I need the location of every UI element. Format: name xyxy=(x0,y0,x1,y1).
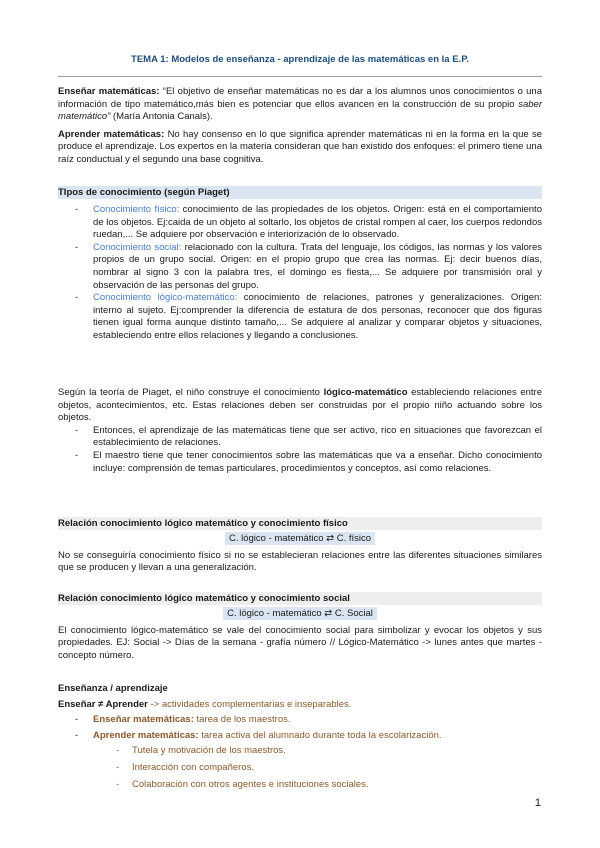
page-number: 1 xyxy=(534,797,541,809)
rel2-heading: Relación conocimiento lógico matemático y conocimiento social xyxy=(58,592,542,605)
list-item: - El maestro tiene que tener conocimientos sobre las matemáticas que va a enseñar. Dicho conocimiento incluye: comprensión de temas particulares, procedimientos y conceptos, así como relaciones. xyxy=(75,449,542,474)
list-item: - Colaboración con otros agentes e instituciones sociales. xyxy=(116,778,369,790)
ens-list xyxy=(58,714,542,742)
list-item: - Interacción con compañeros. xyxy=(116,761,254,773)
ens-item-text: tarea de los maestros. xyxy=(193,714,291,726)
page-title: TEMA 1: Modelos de enseñanza - aprendizaje de las matemáticas en la E.P. xyxy=(131,54,469,65)
piaget-list xyxy=(58,425,542,475)
ens-sub-text: Tutela y motivación de los maestros. xyxy=(132,745,286,757)
title-divider xyxy=(58,76,542,77)
ens-item-text: tarea activa del alumnado durante toda la escolarización. xyxy=(198,729,442,741)
piaget-item-text: Entonces, el aprendizaje de las matemáticas tiene que ser activo, rico en situaciones que favorezcan el establecimiento de relaciones. xyxy=(93,424,542,449)
relation-physical-section xyxy=(58,517,542,575)
piaget-paragraph xyxy=(58,387,542,425)
rel2-formula: C. lógico - matemático ⇄ C. Social xyxy=(223,607,377,620)
p1-end: (María Antonia Canals). xyxy=(110,111,213,123)
p2-text: No hay consenso en lo que significa aprender matemáticas ni en la forma en la que se produce el aprendizaje. Los expertos en la materia consideran que han existido dos enfoques: el primero tiene una raíz conductual y el segundo una base cognitiva. xyxy=(58,128,542,165)
tipo-fisico-label: Conocimiento físico: xyxy=(93,204,180,215)
rel1-formula: C. lógico - matemático ⇄ C. físico xyxy=(225,532,375,545)
p1-text: “El objetivo de enseñar matemáticas no es dar a los alumnos unos conocimientos o una información de tipo matemático,más bien es potenciar que ellos avancen en la construcción de su propio xyxy=(58,86,542,110)
ens-label: Enseñar ≠ Aprender xyxy=(58,698,148,710)
piaget-pre: Según la teoría de Piaget, el niño construye el conocimiento xyxy=(58,387,324,398)
rel2-text: El conocimiento lógico-matemático se vale del conocimiento social para simbolizar y evocar los objetos y sus propiedades. EJ: Social -> Días de la semana - grafía número // Lógico-Matemático -> lunes antes que martes - concepto número. xyxy=(58,624,542,661)
relation-social-section xyxy=(58,592,542,662)
tipo-logico-text: conocimiento de relaciones, patrones y generalizaciones. Origen: interno al sujeto. Ej:comprender la diferencia de estatura de dos personas, reconocer que dos figuras tienen igual forma aunque distinto tamaño,... Se adquiere al analizar y comparar objetos y situaciones, estableciendo entre ellos relaciones y llegando a conclusiones. xyxy=(93,292,542,341)
rel1-heading: Relación conocimiento lógico matemático y conocimiento físico xyxy=(58,517,542,530)
p2-label: Aprender matemáticas: xyxy=(58,128,165,140)
tipos-section xyxy=(58,186,542,343)
ens-text: -> actividades complementarias e inseparables. xyxy=(147,698,352,710)
p1-italic: saber matemático” xyxy=(58,98,542,123)
rel1-text: No se conseguiría conocimiento físico si no se establecieran relaciones entre las diferentes situaciones similares que se producen y llevan a una generalización. xyxy=(58,549,542,574)
ens-sub-text: Colaboración con otros agentes e instituciones sociales. xyxy=(132,778,369,790)
list-item: - Aprender matemáticas: tarea activa del alumnado durante toda la escolarización. xyxy=(75,729,442,741)
ens-item-label: Enseñar matemáticas: xyxy=(93,714,194,726)
piaget-bold: lógico-matemático xyxy=(323,387,408,398)
piaget-section xyxy=(58,387,542,475)
tipos-list xyxy=(58,204,542,343)
tipos-heading: TIpos de conocimiento (según Piaget) xyxy=(58,186,542,199)
ens-sublist xyxy=(58,745,542,791)
tipo-social-text: relacionado con la cultura. Trata del lenguaje, los códigos, las normas y los valores propios de un grupo social. Origen: en el propio grupo que crea las normas. Ej: decir buenos días, nombrar al signo 3 con la palabra tres, el domingo es fiesta,... Se adquiere por transmisión oral y observación de las personas del grupo. xyxy=(93,241,542,291)
list-item: - Conocimiento físico: conocimiento de las propiedades de los objetos. Origen: está en el comportamiento de los objetos. Ej:caida de un objeto al soltarlo, los objetos de cristal rompen al caer, los cuerpos redondos ruedan,... Se adquiere por observación e interiorización de lo observado. xyxy=(75,204,542,241)
ens-line xyxy=(58,699,542,712)
p1-label: Enseñar matemáticas: xyxy=(58,86,160,97)
intro-paragraph-2 xyxy=(58,129,542,167)
rel1-formula-box xyxy=(58,533,542,546)
list-item: - Conocimiento social: relacionado con la cultura. Trata del lenguaje, los códigos, las normas y los valores propios de un grupo social. Origen: en el propio grupo que crea las normas. Ej: decir buenos días, nombrar al signo 3 con la palabra tres, el domingo es fiesta,... Se adquiere por transmisión oral y observación de las personas del grupo. xyxy=(75,241,542,291)
list-item: - Entonces, el aprendizaje de las matemáticas tiene que ser activo, rico en situaciones que favorezcan el establecimiento de relaciones. xyxy=(75,424,542,449)
tipo-logico-label: Conocimiento lógico-matemático: xyxy=(93,292,238,304)
ensenanza-section xyxy=(58,683,542,791)
rel2-formula-box xyxy=(58,608,542,621)
intro-paragraph-1 xyxy=(58,86,542,124)
piaget-item-text: El maestro tiene que tener conocimientos sobre las matemáticas que va a enseñar. Dicho conocimiento incluye: comprensión de temas particulares, procedimientos y conceptos, así como relaciones. xyxy=(93,449,542,474)
ens-heading: Enseñanza / aprendizaje xyxy=(58,683,168,694)
list-item: - Tutela y motivación de los maestros. xyxy=(116,745,286,757)
ens-sub-text: Interacción con compañeros. xyxy=(132,761,254,773)
tipo-social-label: Conocimiento social: xyxy=(93,241,182,253)
piaget-post: estableciendo relaciones entre objetos, acontecimientos, etc. Estas relaciones deben ser construidas por el propio niño actuando sobre los objetos. xyxy=(58,387,542,424)
list-item: - Conocimiento lógico-matemático: conocimiento de relaciones, patrones y generalizaciones. Origen: interno al sujeto. Ej:comprender la diferencia de estatura de dos personas, reconocer que dos figuras tienen igual forma aunque distinto tamaño,... Se adquiere al analizar y comparar objetos y situaciones, estableciendo entre ellos relaciones y llegando a conclusiones. xyxy=(75,292,542,341)
list-item: - Enseñar matemáticas: tarea de los maestros. xyxy=(75,714,291,726)
tipo-fisico-text: conocimiento de las propiedades de los objetos. Origen: está en el comportamiento de los objetos. Ej:caida de un objeto al soltarlo, los objetos de cristal rompen al caer, los cuerpos redondos ruedan,... Se adquiere por observación e interiorización de lo observado. xyxy=(93,204,542,241)
ens-item-label: Aprender matemáticas: xyxy=(93,729,199,741)
intro-section xyxy=(58,86,542,167)
